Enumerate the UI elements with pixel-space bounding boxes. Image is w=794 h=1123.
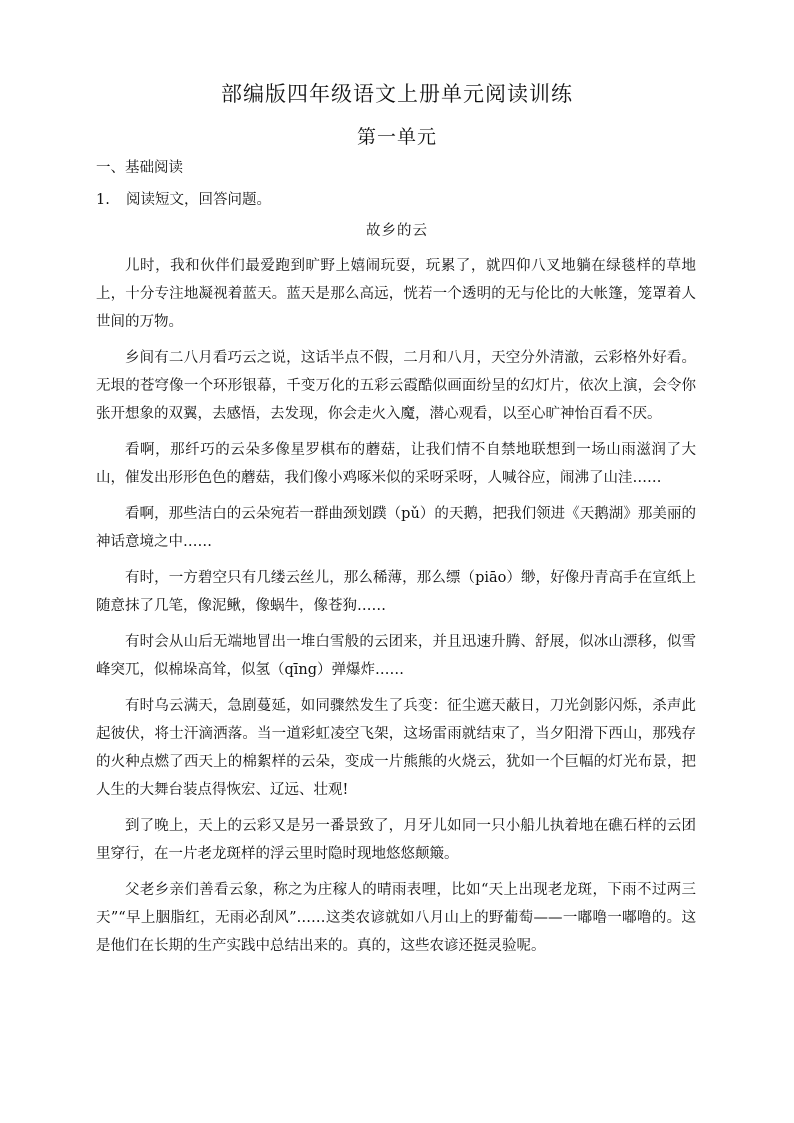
document-title: 部编版四年级语文上册单元阅读训练 [221,82,573,106]
question-prompt [96,188,271,209]
unit-title: 第一单元 [356,126,437,148]
section-heading: 一、基础阅读 [96,160,183,176]
article-paragraph: 儿时，我和伙伴们最爱跑到旷野上嬉闹玩耍，玩累了，就四仰八叉地躺在绿毯样的草地上，十分专注地凝视着蓝天。蓝天是那么高远，恍若一个透明的无与伦比的大帐篷，笼罩着人世间的万物。 [96,258,696,330]
article-paragraph: 看啊，那纤巧的云朵多像星罗棋布的蘑菇，让我们情不自禁地联想到一场山雨滋润了大山，催发出形形色色的蘑菇，我们像小鸡啄米似的采呀采呀，人喊谷应，闹沸了山洼…… [96,442,696,486]
article-paragraph: 父老乡亲们善看云象，称之为庄稼人的晴雨表哩，比如“天上出现老龙斑，下雨不过两三天”“早上胭脂红，无雨必刮风”……这类农谚就如八月山上的野葡萄——一嘟噜一嘟噜的。这是他们在长期的生产实践中总结出来的。真的，这些农谚还挺灵验呢。 [96,882,696,954]
article-title: 故乡的云 [366,223,428,239]
article-paragraph: 有时，一方碧空只有几缕云丝儿，那么稀薄，那么缥（piāo）缈，好像丹青高手在宣纸上随意抹了几笔，像泥鳅，像蜗牛，像苍狗…… [96,570,696,614]
question-number: 1. [96,192,110,208]
article-paragraph: 乡间有二八月看巧云之说，这话半点不假，二月和八月，天空分外清澈，云彩格外好看。无垠的苍穹像一个环形银幕，千变万化的五彩云霞酷似画面纷呈的幻灯片，依次上演，会令你张开想象的双翼，去感悟，去发现，你会走火入魔，潜心观看，以至心旷神怡百看不厌。 [96,350,696,422]
article-paragraph: 看啊，那些洁白的云朵宛若一群曲颈划蹼（pǔ）的天鹅，把我们领进《天鹅湖》那美丽的神话意境之中…… [96,506,696,550]
article-paragraph: 有时会从山后无端地冒出一堆白雪般的云团来，并且迅速升腾、舒展，似冰山漂移，似雪峰突兀，似棉垛高耸，似氢（qīng）弹爆炸…… [96,634,696,678]
question-text: 阅读短文，回答问题。 [126,192,271,208]
article-paragraph: 到了晚上，天上的云彩又是另一番景致了，月牙儿如同一只小船儿执着地在礁石样的云团里穿行，在一片老龙斑样的浮云里时隐时现地悠悠颠簸。 [96,818,696,862]
article-paragraph: 有时乌云满天，急剧蔓延，如同骤然发生了兵变：征尘遮天蔽日，刀光剑影闪烁，杀声此起彼伏，将士汗滴洒落。当一道彩虹凌空飞架，这场雷雨就结束了，当夕阳滑下西山，那残存的火种点燃了西天上的棉絮样的云朵，变成一片熊熊的火烧云，犹如一个巨幅的灯光布景，把人生的大舞台装点得恢宏、辽远、壮观! [96,698,696,798]
article-body [96,252,696,968]
